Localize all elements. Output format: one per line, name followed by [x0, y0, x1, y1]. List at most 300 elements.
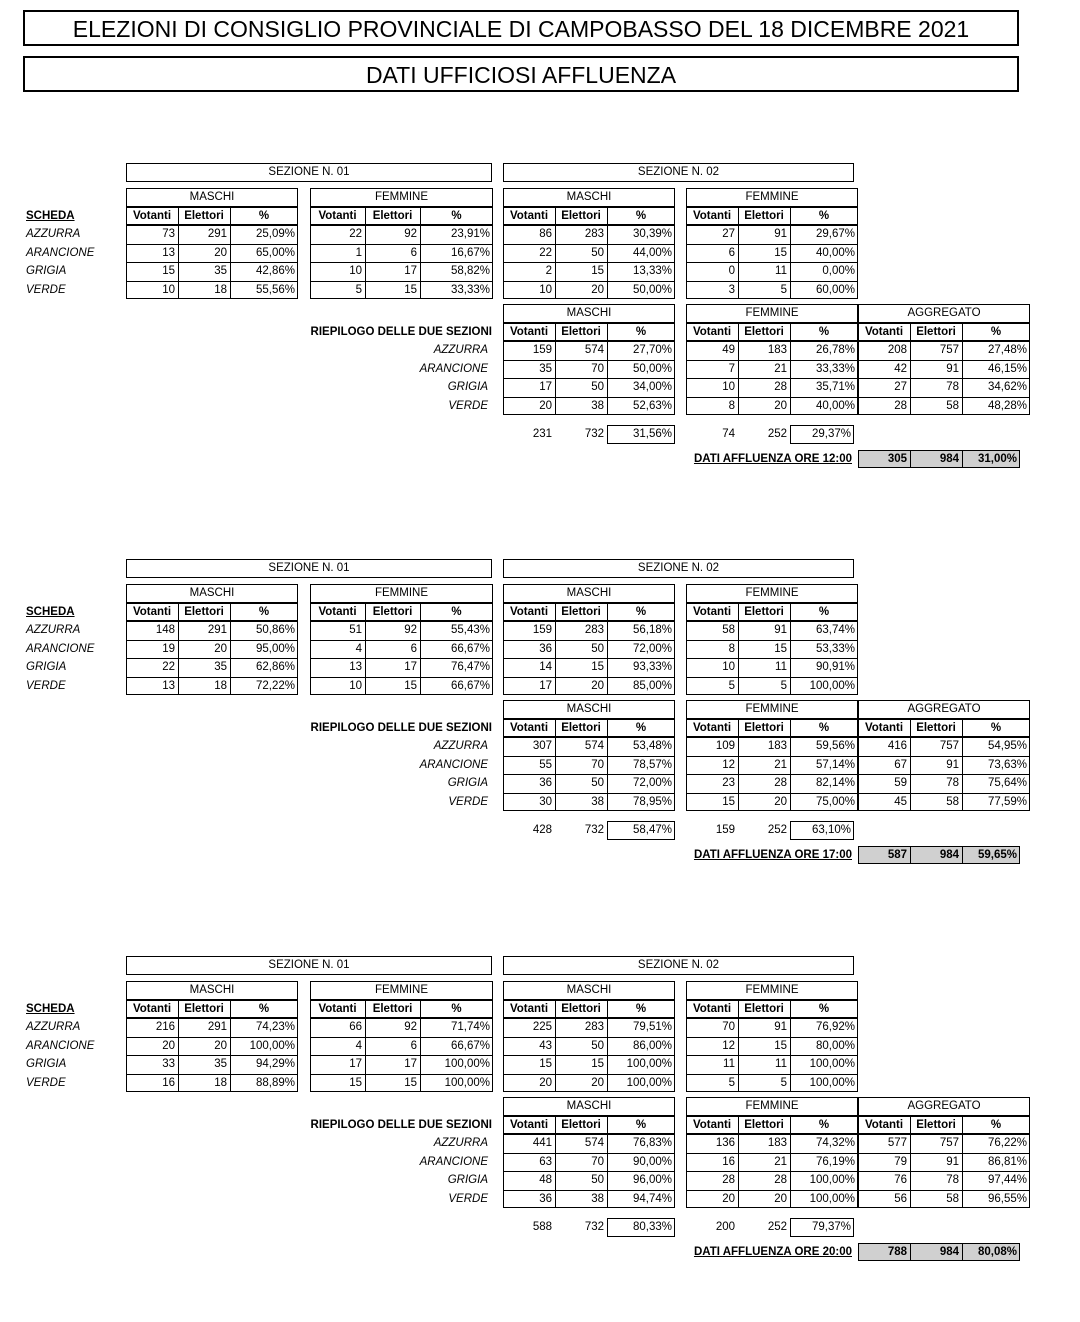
aggregato-cell-elettori: 757 — [939, 344, 959, 356]
sez1-femmine-cell-pct: 76,47% — [450, 661, 490, 673]
sez2-maschi-cell-pct: 100,00% — [626, 1076, 672, 1089]
riepilogo-maschi-col-votanti: Votanti — [509, 721, 549, 734]
scheda-label: SCHEDA — [26, 605, 75, 618]
riepilogo-maschi-col-elettori: Elettori — [561, 1118, 601, 1131]
aggregato-cell-elettori: 78 — [946, 777, 959, 789]
riepilogo-maschi-cell-votanti: 159 — [532, 344, 552, 356]
sez1-femmine-cell-votanti: 13 — [349, 661, 362, 673]
sez2-maschi-cell-pct: 85,00% — [632, 679, 672, 692]
sez1-femmine-cell-elettori: 17 — [404, 1058, 417, 1070]
scheda-name: AZZURRA — [26, 624, 81, 636]
sez1-femmine-header: FEMMINE — [374, 191, 429, 203]
sez1-femmine-header: FEMMINE — [374, 587, 429, 599]
sez1-femmine-cell-votanti: 10 — [349, 679, 362, 692]
sez2-femmine-cell-pct: 53,33% — [815, 642, 855, 655]
riepilogo-maschi-col-pct: % — [635, 1118, 647, 1131]
sez2-maschi-cell-pct: 30,39% — [632, 228, 672, 240]
sez1-femmine-cell-votanti: 51 — [349, 624, 362, 636]
riepilogo-femmine-cell-votanti: 15 — [722, 795, 735, 808]
scheda-name: AZZURRA — [26, 228, 81, 240]
riepilogo-femmine-cell-pct: 40,00% — [815, 399, 855, 412]
sez1-maschi-cell-pct: 55,56% — [255, 283, 295, 296]
sez1-femmine-cell-elettori: 17 — [404, 661, 417, 673]
riepilogo-femmine-cell-votanti: 7 — [728, 362, 735, 375]
sez1-femmine-cell-pct: 100,00% — [444, 1076, 490, 1089]
sez2-maschi-cell-elettori: 50 — [591, 642, 604, 655]
aggregato-cell-votanti: 79 — [894, 1155, 907, 1168]
total-maschi-pct: 58,47% — [632, 824, 672, 836]
riepilogo-maschi-col-votanti: Votanti — [509, 1118, 549, 1131]
sez1-maschi-cell-votanti: 15 — [162, 265, 175, 277]
sez1-maschi-cell-pct: 50,86% — [255, 624, 295, 636]
sez2-femmine-cell-votanti: 3 — [728, 283, 735, 296]
total-femmine-pct: 79,37% — [811, 1221, 851, 1233]
total-femmine-pct: 63,10% — [811, 824, 851, 836]
sez2-maschi-col-elettori: Elettori — [561, 209, 601, 222]
page-subtitle: DATI UFFICIOSI AFFLUENZA — [23, 56, 1019, 92]
sez2-femmine-cell-votanti: 5 — [728, 1076, 735, 1089]
total-femmine-elettori: 252 — [767, 1221, 787, 1233]
sez2-maschi-cell-votanti: 159 — [532, 624, 552, 636]
sez2-femmine-col-elettori: Elettori — [744, 1002, 784, 1015]
aggregato-cell-votanti: 56 — [894, 1192, 907, 1205]
sez1-maschi-col-pct: % — [258, 605, 270, 618]
sez1-maschi-cell-votanti: 22 — [162, 661, 175, 673]
aggregato-cell-votanti: 45 — [894, 795, 907, 808]
sez2-maschi-cell-pct: 79,51% — [632, 1021, 672, 1033]
sez1-femmine-cell-elettori: 92 — [404, 1021, 417, 1033]
sez1-femmine-col-pct: % — [451, 209, 462, 222]
riepilogo-maschi-cell-votanti: 20 — [539, 399, 552, 412]
sez1-maschi-cell-votanti: 73 — [162, 228, 175, 240]
riepilogo-femmine-cell-pct: 75,00% — [815, 795, 855, 808]
sez2-maschi-cell-elettori: 15 — [591, 1058, 604, 1070]
sez1-femmine-header: FEMMINE — [374, 984, 429, 996]
riepilogo-scheda-name: AZZURRA — [433, 740, 488, 752]
riepilogo-maschi-cell-pct: 78,95% — [632, 795, 672, 808]
aggregato-cell-elettori: 91 — [946, 362, 959, 375]
sez2-maschi-cell-votanti: 22 — [539, 246, 552, 259]
sez2-femmine-cell-votanti: 8 — [728, 642, 735, 655]
sez2-maschi-cell-pct: 44,00% — [632, 246, 672, 259]
sez2-maschi-cell-votanti: 20 — [539, 1076, 552, 1089]
sez2-maschi-cell-pct: 93,33% — [632, 661, 672, 673]
riepilogo-femmine-cell-elettori: 21 — [774, 362, 787, 375]
turnout-block — [0, 163, 1080, 483]
sez1-maschi-col-elettori: Elettori — [184, 1002, 224, 1015]
riepilogo-femmine-cell-votanti: 12 — [722, 758, 735, 771]
sez2-femmine-cell-votanti: 70 — [722, 1021, 735, 1033]
riepilogo-femmine-cell-votanti: 16 — [722, 1155, 735, 1168]
sez2-femmine-cell-pct: 60,00% — [815, 283, 855, 296]
riepilogo-maschi-cell-pct: 52,63% — [632, 399, 672, 412]
aggregato-cell-votanti: 28 — [894, 399, 907, 412]
scheda-name: GRIGIA — [26, 661, 67, 673]
aggregato-cell-elettori: 58 — [946, 399, 959, 412]
sez1-femmine-col-elettori: Elettori — [372, 1002, 413, 1015]
riepilogo-maschi-col-pct: % — [635, 721, 647, 734]
sez2-maschi-cell-votanti: 36 — [539, 642, 552, 655]
sezione-01-title: SEZIONE N. 01 — [268, 959, 350, 971]
sez2-femmine-cell-pct: 100,00% — [809, 1058, 855, 1070]
sez1-maschi-col-votanti: Votanti — [132, 1002, 172, 1015]
sez2-maschi-cell-pct: 13,33% — [632, 265, 672, 277]
sez2-femmine-cell-votanti: 10 — [722, 661, 735, 673]
riepilogo-maschi-cell-elettori: 38 — [591, 399, 604, 412]
sez1-maschi-cell-elettori: 18 — [214, 283, 227, 296]
dati-pct: 31,00% — [977, 452, 1017, 465]
sez1-maschi-col-elettori: Elettori — [184, 209, 224, 222]
sez1-femmine-cell-elettori: 6 — [410, 1039, 417, 1052]
sez1-maschi-cell-votanti: 19 — [162, 642, 175, 655]
sez1-maschi-cell-votanti: 16 — [162, 1076, 175, 1089]
total-maschi-votanti: 428 — [532, 824, 552, 836]
total-femmine-elettori: 252 — [767, 824, 787, 836]
riepilogo-femmine-cell-pct: 35,71% — [815, 381, 855, 393]
scheda-name: VERDE — [26, 283, 66, 296]
sez2-maschi-col-pct: % — [635, 209, 647, 222]
riepilogo-femmine-cell-elettori: 21 — [774, 758, 787, 771]
dati-elettori: 984 — [939, 848, 959, 861]
sez1-maschi-cell-votanti: 33 — [162, 1058, 175, 1070]
sez1-maschi-cell-elettori: 20 — [214, 642, 227, 655]
sez2-maschi-cell-elettori: 283 — [584, 624, 604, 636]
riepilogo-femmine-col-pct: % — [818, 721, 830, 734]
sez2-maschi-cell-elettori: 50 — [591, 246, 604, 259]
sez2-femmine-cell-pct: 90,91% — [815, 661, 855, 673]
total-femmine-pct: 29,37% — [811, 428, 851, 440]
riepilogo-scheda-name: VERDE — [448, 399, 488, 412]
riepilogo-femmine-cell-elettori: 20 — [774, 795, 787, 808]
riepilogo-maschi-header: MASCHI — [566, 703, 612, 715]
riepilogo-maschi-cell-elettori: 574 — [584, 344, 604, 356]
sez2-femmine-cell-elettori: 5 — [780, 1076, 787, 1089]
sez1-maschi-col-pct: % — [258, 209, 270, 222]
sez2-maschi-col-elettori: Elettori — [561, 605, 601, 618]
sez2-femmine-cell-elettori: 15 — [774, 1039, 787, 1052]
sez2-maschi-header: MASCHI — [566, 587, 612, 599]
aggregato-cell-pct: 34,62% — [987, 381, 1027, 393]
sez1-maschi-col-votanti: Votanti — [132, 605, 172, 618]
riepilogo-maschi-cell-pct: 90,00% — [632, 1155, 672, 1168]
sez1-maschi-cell-pct: 95,00% — [255, 642, 295, 655]
sez1-maschi-cell-pct: 62,86% — [255, 661, 295, 673]
sez1-femmine-cell-votanti: 66 — [349, 1021, 362, 1033]
sez2-maschi-cell-elettori: 20 — [591, 283, 604, 296]
sez2-maschi-cell-votanti: 2 — [545, 265, 552, 277]
riepilogo-maschi-cell-pct: 53,48% — [632, 740, 672, 752]
riepilogo-maschi-header: MASCHI — [566, 307, 612, 319]
riepilogo-maschi-cell-elettori: 50 — [591, 777, 604, 789]
total-maschi-pct: 80,33% — [632, 1221, 672, 1233]
sez1-femmine-cell-votanti: 4 — [355, 642, 362, 655]
scheda-name: ARANCIONE — [26, 1039, 95, 1052]
riepilogo-maschi-cell-pct: 27,70% — [632, 344, 672, 356]
sez2-femmine-cell-pct: 76,92% — [815, 1021, 855, 1033]
aggregato-cell-pct: 73,63% — [987, 758, 1027, 771]
sez1-maschi-cell-votanti: 20 — [162, 1039, 175, 1052]
riepilogo-maschi-cell-pct: 96,00% — [632, 1174, 672, 1186]
sez1-maschi-cell-elettori: 291 — [207, 228, 227, 240]
sez2-maschi-cell-elettori: 15 — [591, 265, 604, 277]
riepilogo-scheda-name: AZZURRA — [433, 344, 488, 356]
sez1-femmine-cell-elettori: 6 — [410, 246, 417, 259]
riepilogo-femmine-cell-elettori: 28 — [774, 381, 787, 393]
sez1-femmine-cell-elettori: 17 — [404, 265, 417, 277]
sez2-femmine-cell-votanti: 12 — [722, 1039, 735, 1052]
sez2-maschi-col-votanti: Votanti — [509, 605, 549, 618]
aggregato-cell-pct: 86,81% — [987, 1155, 1027, 1168]
sez1-femmine-cell-votanti: 1 — [355, 246, 362, 259]
sez2-femmine-col-pct: % — [818, 605, 830, 618]
sez2-femmine-cell-elettori: 11 — [775, 661, 787, 673]
scheda-label: SCHEDA — [26, 209, 75, 222]
riepilogo-femmine-cell-pct: 82,14% — [815, 777, 855, 789]
aggregato-col-elettori: Elettori — [916, 721, 956, 734]
riepilogo-femmine-col-elettori: Elettori — [744, 1118, 784, 1131]
riepilogo-femmine-cell-elettori: 28 — [774, 1174, 787, 1186]
sez1-femmine-cell-elettori: 15 — [404, 1076, 417, 1089]
aggregato-col-pct: % — [990, 721, 1002, 734]
dati-pct: 80,08% — [977, 1245, 1017, 1258]
sez2-femmine-cell-pct: 29,67% — [815, 228, 855, 240]
sezione-02-title: SEZIONE N. 02 — [637, 166, 720, 178]
riepilogo-maschi-cell-elettori: 70 — [591, 1155, 604, 1168]
sez2-maschi-cell-votanti: 225 — [532, 1021, 552, 1033]
riepilogo-scheda-name: GRIGIA — [447, 1174, 488, 1186]
sez1-femmine-col-votanti: Votanti — [318, 1002, 357, 1015]
scheda-name: VERDE — [26, 1076, 66, 1089]
riepilogo-maschi-cell-votanti: 17 — [539, 381, 552, 393]
dati-votanti: 788 — [887, 1245, 907, 1258]
total-maschi-votanti: 231 — [532, 428, 552, 440]
aggregato-cell-pct: 48,28% — [987, 399, 1027, 412]
riepilogo-maschi-cell-votanti: 441 — [532, 1137, 552, 1149]
total-maschi-pct: 31,56% — [632, 428, 672, 440]
sez1-femmine-col-elettori: Elettori — [372, 605, 413, 618]
sez1-maschi-header: MASCHI — [189, 984, 235, 996]
turnout-block — [0, 956, 1080, 1276]
riepilogo-femmine-header: FEMMINE — [745, 703, 799, 715]
riepilogo-maschi-cell-votanti: 48 — [539, 1174, 552, 1186]
sez2-femmine-col-votanti: Votanti — [692, 1002, 732, 1015]
sez1-maschi-cell-pct: 25,09% — [255, 228, 295, 240]
sez2-femmine-cell-pct: 0,00% — [822, 265, 855, 277]
sezione-02-title: SEZIONE N. 02 — [637, 959, 720, 971]
sez2-maschi-cell-pct: 56,18% — [632, 624, 672, 636]
sez1-femmine-cell-elettori: 92 — [404, 228, 417, 240]
sez1-maschi-cell-elettori: 35 — [214, 1058, 227, 1070]
sez2-femmine-cell-elettori: 11 — [775, 1058, 787, 1070]
sez2-femmine-header: FEMMINE — [745, 984, 799, 996]
sez2-maschi-col-pct: % — [635, 605, 647, 618]
sez1-femmine-cell-pct: 33,33% — [450, 283, 490, 296]
riepilogo-maschi-cell-votanti: 63 — [539, 1155, 552, 1168]
sez2-femmine-cell-pct: 80,00% — [815, 1039, 855, 1052]
riepilogo-femmine-header: FEMMINE — [745, 1100, 799, 1112]
sez1-femmine-cell-pct: 66,67% — [450, 642, 490, 655]
sez1-maschi-cell-votanti: 10 — [162, 283, 175, 296]
sez1-maschi-header: MASCHI — [189, 587, 235, 599]
sez1-maschi-cell-elettori: 20 — [214, 1039, 227, 1052]
sez2-femmine-cell-votanti: 11 — [723, 1058, 735, 1070]
scheda-name: ARANCIONE — [26, 246, 95, 259]
riepilogo-femmine-cell-elettori: 183 — [767, 344, 787, 356]
scheda-name: GRIGIA — [26, 1058, 67, 1070]
sez1-femmine-col-elettori: Elettori — [372, 209, 413, 222]
riepilogo-maschi-cell-elettori: 70 — [591, 758, 604, 771]
riepilogo-femmine-col-pct: % — [818, 1118, 830, 1131]
sez1-femmine-cell-votanti: 4 — [355, 1039, 362, 1052]
sez1-maschi-cell-pct: 42,86% — [255, 265, 295, 277]
sez1-maschi-cell-pct: 88,89% — [255, 1076, 295, 1089]
riepilogo-maschi-cell-elettori: 38 — [591, 1192, 604, 1205]
sez1-maschi-col-votanti: Votanti — [132, 209, 172, 222]
sez2-maschi-cell-votanti: 15 — [539, 1058, 552, 1070]
sez1-maschi-cell-votanti: 13 — [162, 679, 175, 692]
sez1-femmine-cell-votanti: 5 — [355, 283, 362, 296]
riepilogo-maschi-col-elettori: Elettori — [561, 721, 601, 734]
sez2-maschi-col-pct: % — [635, 1002, 647, 1015]
riepilogo-maschi-cell-pct: 72,00% — [632, 777, 672, 789]
riepilogo-femmine-cell-votanti: 20 — [722, 1192, 735, 1205]
total-femmine-votanti: 159 — [715, 824, 735, 836]
sez2-femmine-cell-elettori: 15 — [774, 642, 787, 655]
sez2-femmine-cell-pct: 63,74% — [815, 624, 855, 636]
aggregato-col-votanti: Votanti — [864, 325, 904, 338]
riepilogo-scheda-name: AZZURRA — [433, 1137, 488, 1149]
riepilogo-femmine-cell-pct: 59,56% — [815, 740, 855, 752]
sez1-femmine-cell-pct: 66,67% — [450, 1039, 490, 1052]
sez1-maschi-cell-elettori: 35 — [214, 265, 227, 277]
sez1-femmine-col-votanti: Votanti — [318, 209, 357, 222]
riepilogo-label: RIEPILOGO DELLE DUE SEZIONI — [310, 721, 492, 734]
riepilogo-femmine-cell-votanti: 136 — [715, 1137, 735, 1149]
aggregato-cell-elettori: 757 — [939, 1137, 959, 1149]
riepilogo-maschi-cell-pct: 94,74% — [632, 1192, 672, 1205]
riepilogo-scheda-name: GRIGIA — [447, 777, 488, 789]
sez1-maschi-cell-elettori: 291 — [207, 1021, 227, 1033]
riepilogo-scheda-name: ARANCIONE — [419, 362, 488, 375]
aggregato-cell-elettori: 91 — [946, 758, 959, 771]
scheda-name: GRIGIA — [26, 265, 67, 277]
sez2-maschi-cell-votanti: 17 — [539, 679, 552, 692]
sez2-maschi-cell-elettori: 20 — [591, 1076, 604, 1089]
dati-affluenza-label: DATI AFFLUENZA ORE 12:00 — [693, 452, 852, 465]
aggregato-cell-votanti: 67 — [894, 758, 907, 771]
sez1-maschi-cell-elettori: 18 — [214, 679, 227, 692]
total-femmine-votanti: 200 — [715, 1221, 735, 1233]
riepilogo-maschi-cell-votanti: 307 — [532, 740, 552, 752]
riepilogo-maschi-cell-votanti: 36 — [539, 1192, 552, 1205]
riepilogo-maschi-cell-elettori: 70 — [591, 362, 604, 375]
riepilogo-maschi-cell-elettori: 50 — [591, 381, 604, 393]
sez2-maschi-cell-elettori: 20 — [591, 679, 604, 692]
riepilogo-femmine-header: FEMMINE — [745, 307, 799, 319]
sezione-01-title: SEZIONE N. 01 — [268, 562, 350, 574]
aggregato-col-elettori: Elettori — [916, 1118, 956, 1131]
sez2-femmine-cell-elettori: 91 — [774, 1021, 787, 1033]
sez2-femmine-cell-votanti: 58 — [722, 624, 735, 636]
aggregato-cell-pct: 54,95% — [987, 740, 1027, 752]
sez2-femmine-col-votanti: Votanti — [692, 209, 732, 222]
sez1-femmine-cell-elettori: 92 — [404, 624, 417, 636]
aggregato-cell-votanti: 577 — [887, 1137, 907, 1149]
sez2-femmine-cell-elettori: 91 — [774, 624, 787, 636]
page-title: ELEZIONI DI CONSIGLIO PROVINCIALE DI CAMPOBASSO DEL 18 DICEMBRE 2021 — [23, 10, 1019, 46]
aggregato-cell-pct: 96,55% — [987, 1192, 1027, 1205]
aggregato-cell-votanti: 208 — [887, 344, 907, 356]
riepilogo-femmine-cell-votanti: 23 — [722, 777, 735, 789]
riepilogo-scheda-name: ARANCIONE — [419, 1155, 488, 1168]
aggregato-col-votanti: Votanti — [864, 1118, 904, 1131]
sez1-maschi-header: MASCHI — [189, 191, 235, 203]
aggregato-cell-elettori: 78 — [946, 381, 959, 393]
sez2-femmine-cell-pct: 100,00% — [809, 1076, 855, 1089]
riepilogo-femmine-cell-elettori: 20 — [774, 1192, 787, 1205]
sez2-femmine-cell-votanti: 0 — [728, 265, 735, 277]
sez2-maschi-cell-votanti: 86 — [539, 228, 552, 240]
sez2-femmine-cell-pct: 40,00% — [815, 246, 855, 259]
riepilogo-maschi-cell-votanti: 35 — [539, 362, 552, 375]
total-maschi-votanti: 588 — [532, 1221, 552, 1233]
sez2-femmine-col-pct: % — [818, 209, 830, 222]
sez2-maschi-cell-elettori: 283 — [584, 1021, 604, 1033]
sez2-femmine-cell-votanti: 27 — [722, 228, 735, 240]
sez1-maschi-cell-pct: 74,23% — [255, 1021, 295, 1033]
sez2-femmine-cell-pct: 100,00% — [809, 679, 855, 692]
riepilogo-scheda-name: VERDE — [448, 1192, 488, 1205]
aggregato-cell-elettori: 58 — [946, 795, 959, 808]
sez2-maschi-header: MASCHI — [566, 984, 612, 996]
riepilogo-femmine-cell-pct: 74,32% — [815, 1137, 855, 1149]
riepilogo-maschi-cell-elettori: 50 — [591, 1174, 604, 1186]
sez2-femmine-col-votanti: Votanti — [692, 605, 732, 618]
sez1-femmine-cell-elettori: 15 — [404, 283, 417, 296]
aggregato-cell-pct: 97,44% — [987, 1174, 1027, 1186]
sez1-femmine-cell-votanti: 15 — [349, 1076, 362, 1089]
riepilogo-femmine-col-votanti: Votanti — [692, 325, 732, 338]
riepilogo-femmine-cell-pct: 26,78% — [815, 344, 855, 356]
sez1-femmine-col-pct: % — [451, 1002, 462, 1015]
sez1-femmine-cell-votanti: 22 — [349, 228, 362, 240]
riepilogo-scheda-name: ARANCIONE — [419, 758, 488, 771]
aggregato-col-pct: % — [990, 1118, 1002, 1131]
aggregato-cell-elettori: 91 — [946, 1155, 959, 1168]
riepilogo-femmine-cell-elettori: 28 — [774, 777, 787, 789]
sez2-maschi-cell-votanti: 43 — [539, 1039, 552, 1052]
sez2-maschi-cell-elettori: 15 — [591, 661, 604, 673]
sez1-femmine-col-pct: % — [451, 605, 462, 618]
sez1-femmine-cell-pct: 71,74% — [450, 1021, 490, 1033]
sez1-femmine-cell-elettori: 6 — [410, 642, 417, 655]
sez1-maschi-cell-pct: 100,00% — [249, 1039, 295, 1052]
sez1-femmine-cell-pct: 100,00% — [444, 1058, 490, 1070]
aggregato-cell-pct: 77,59% — [987, 795, 1027, 808]
sez2-femmine-col-elettori: Elettori — [744, 209, 784, 222]
riepilogo-maschi-cell-pct: 78,57% — [632, 758, 672, 771]
aggregato-cell-votanti: 42 — [894, 362, 907, 375]
riepilogo-femmine-cell-elettori: 183 — [767, 740, 787, 752]
sez2-femmine-cell-elettori: 11 — [775, 265, 787, 277]
sez1-femmine-cell-pct: 16,67% — [450, 246, 490, 259]
scheda-label: SCHEDA — [26, 1002, 75, 1015]
riepilogo-femmine-cell-votanti: 8 — [728, 399, 735, 412]
dati-elettori: 984 — [939, 1245, 959, 1258]
aggregato-cell-pct: 75,64% — [987, 777, 1027, 789]
sez2-femmine-cell-votanti: 6 — [728, 246, 735, 259]
sez2-maschi-cell-elettori: 283 — [584, 228, 604, 240]
